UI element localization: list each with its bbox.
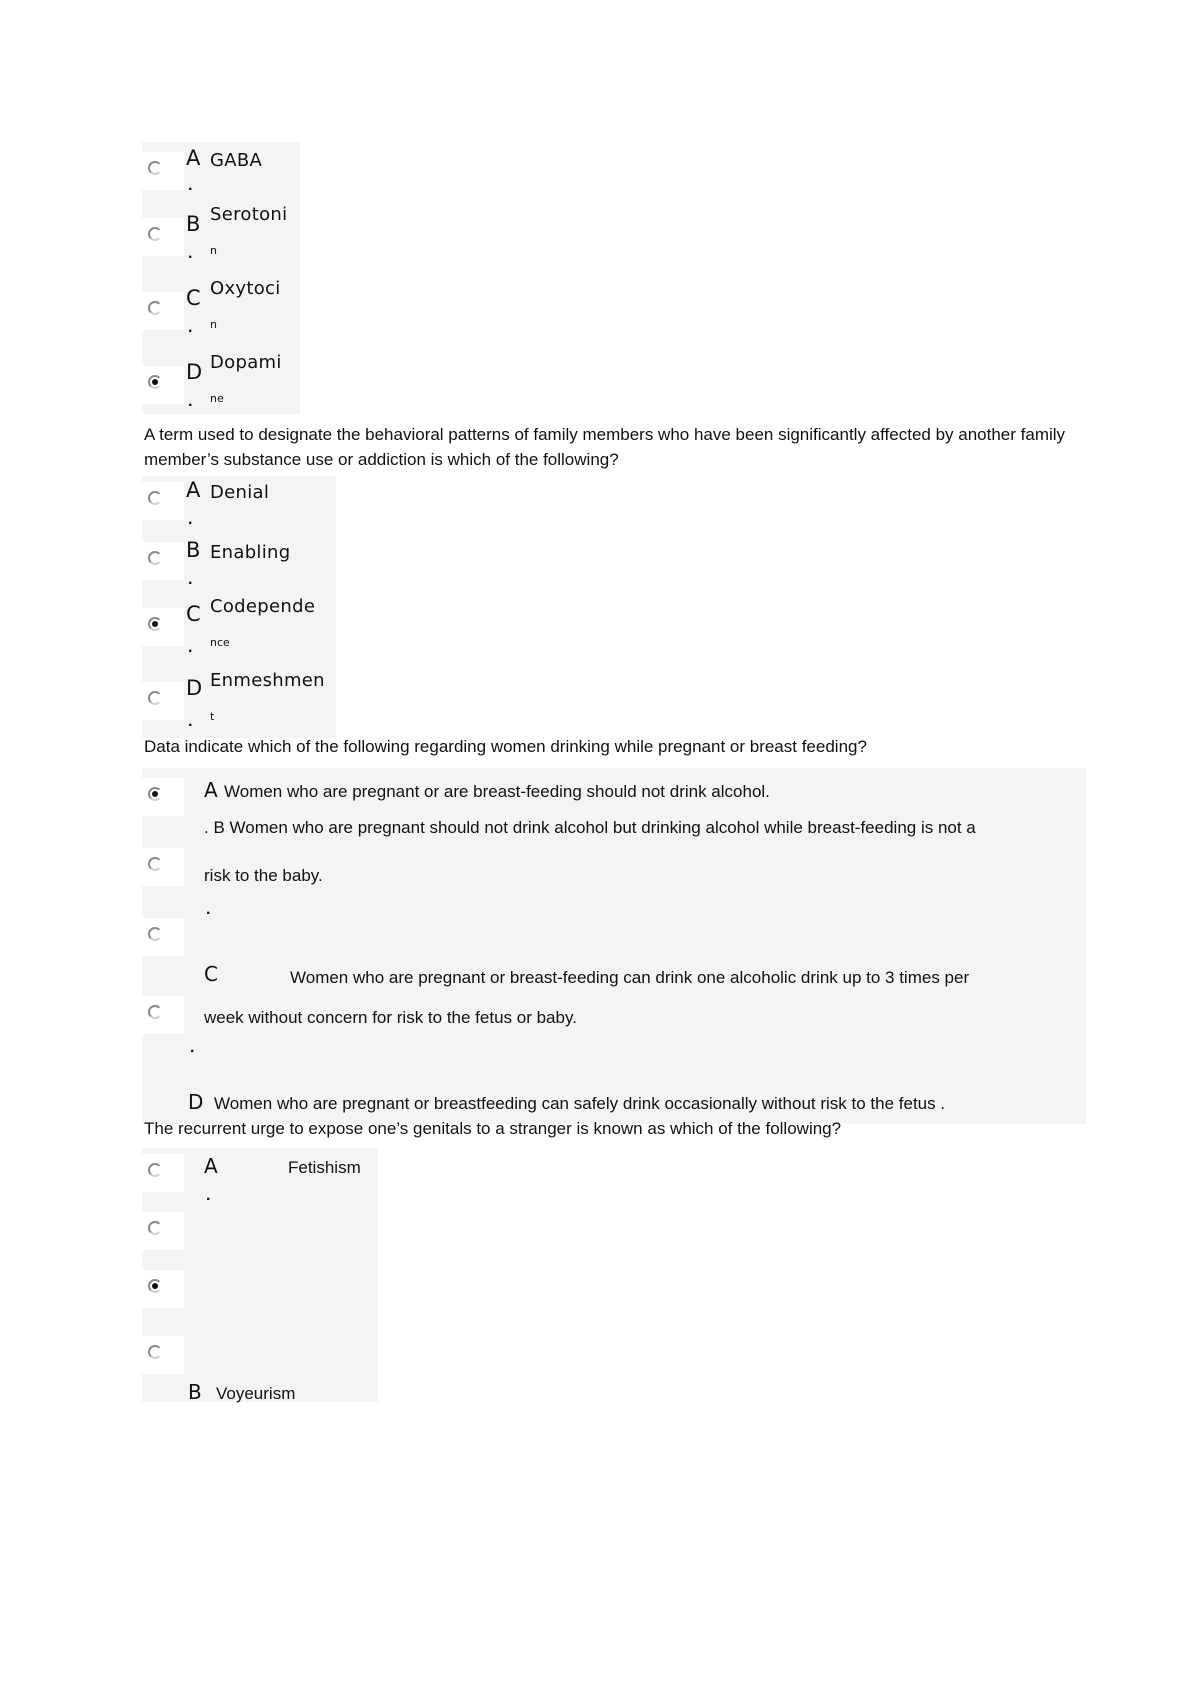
q1-option-b-dot: . bbox=[188, 245, 193, 262]
q3-option-b-dot: . bbox=[206, 901, 211, 918]
q4-option-a-letter: A bbox=[204, 1154, 218, 1178]
q3-option-d-letter: D bbox=[188, 1090, 204, 1114]
q2-option-b-radio[interactable] bbox=[148, 551, 162, 565]
q2-option-c-radio[interactable] bbox=[148, 617, 162, 631]
q2-option-a-letter: A bbox=[186, 478, 201, 502]
q4-option-b-text: Voyeurism bbox=[216, 1384, 296, 1403]
q3-option-b-radio[interactable] bbox=[148, 857, 162, 871]
q1-option-c-text: Oxytoci bbox=[210, 278, 281, 299]
q3-option-c-line2: week without concern for risk to the fetus or baby. bbox=[204, 1008, 577, 1027]
q2-option-c-dot: . bbox=[188, 639, 193, 656]
q2-option-d-letter: D bbox=[186, 676, 203, 700]
q2-option-d-cell bbox=[142, 682, 184, 720]
q4-option-c-radio[interactable] bbox=[148, 1279, 162, 1293]
q2-option-b-cell bbox=[142, 542, 184, 580]
q1-option-c-cell bbox=[142, 292, 184, 330]
q3-option-b-line1: . B Women who are pregnant should not drink alcohol but drinking alcohol while breast-feeding is not a bbox=[204, 818, 976, 837]
q3-option-c-letter: C bbox=[204, 962, 218, 986]
q2-option-a-text: Denial bbox=[210, 482, 270, 503]
q3-option-c-radio[interactable] bbox=[148, 927, 162, 941]
q3-option-a-radio[interactable] bbox=[148, 787, 162, 801]
q2-option-c-fragment: nce bbox=[210, 636, 230, 649]
q4-option-b-letter: B bbox=[188, 1380, 202, 1404]
q4-radio-1-cell bbox=[142, 1154, 184, 1192]
q4-option-b-radio[interactable] bbox=[148, 1221, 162, 1235]
q4-option-d-radio[interactable] bbox=[148, 1345, 162, 1359]
q1-option-b-fragment: n bbox=[210, 244, 217, 257]
q1-option-a-cell bbox=[142, 152, 184, 190]
q1-option-d-dot: . bbox=[188, 393, 193, 410]
q1-option-b-radio[interactable] bbox=[148, 227, 162, 241]
q3-radio-3-cell bbox=[142, 918, 184, 956]
q2-option-c-letter: C bbox=[186, 602, 201, 626]
q4-radio-4-cell bbox=[142, 1336, 184, 1374]
q3-option-b-line2: risk to the baby. bbox=[204, 866, 323, 885]
q2-option-a-dot: . bbox=[188, 511, 193, 528]
q1-option-c-letter: C bbox=[186, 286, 201, 310]
q3-radio-4-cell bbox=[142, 996, 184, 1034]
q2-option-b-dot: . bbox=[188, 571, 193, 588]
q2-option-d-text: Enmeshmen bbox=[210, 670, 325, 691]
q3-option-a-text: Women who are pregnant or are breast-feeding should not drink alcohol. bbox=[224, 782, 770, 801]
q1-option-a-dot: . bbox=[188, 177, 193, 194]
q3-option-d-text: Women who are pregnant or breastfeeding can safely drink occasionally without risk to the fetus . bbox=[214, 1094, 946, 1113]
q1-option-a-radio[interactable] bbox=[148, 161, 162, 175]
q3-radio-1-cell bbox=[142, 778, 184, 816]
q4-radio-3-cell bbox=[142, 1270, 184, 1308]
q2-option-d-fragment: t bbox=[210, 710, 215, 723]
q3-option-c-dot: . bbox=[190, 1039, 195, 1056]
q1-option-d-radio[interactable] bbox=[148, 375, 162, 389]
q2-option-b-text: Enabling bbox=[210, 542, 291, 563]
q4-option-a-dot: . bbox=[206, 1187, 211, 1204]
q1-option-c-radio[interactable] bbox=[148, 301, 162, 315]
q1-option-a-text: GABA bbox=[210, 150, 263, 171]
q4-option-a-text: Fetishism bbox=[288, 1158, 361, 1177]
q2-option-a-cell bbox=[142, 482, 184, 520]
q3-option-a-letter: A bbox=[204, 778, 218, 802]
q2-option-d-radio[interactable] bbox=[148, 691, 162, 705]
question2-text: A term used to designate the behavioral patterns of family members who have been significantly affected by another family member’s substance use or addiction is which of the following? bbox=[144, 425, 1066, 469]
q1-option-d-text: Dopami bbox=[210, 352, 282, 373]
q1-option-b-cell bbox=[142, 218, 184, 256]
q4-option-a-radio[interactable] bbox=[148, 1163, 162, 1177]
question4-text: The recurrent urge to expose one’s genitals to a stranger is known as which of the following? bbox=[144, 1119, 842, 1138]
q3-radio-2-cell bbox=[142, 848, 184, 886]
q1-option-c-fragment: n bbox=[210, 318, 217, 331]
q4-radio-2-cell bbox=[142, 1212, 184, 1250]
q3-option-d-radio[interactable] bbox=[148, 1005, 162, 1019]
q1-option-a-letter: A bbox=[186, 146, 201, 170]
q2-option-a-radio[interactable] bbox=[148, 491, 162, 505]
q1-option-c-dot: . bbox=[188, 319, 193, 336]
q1-option-b-letter: B bbox=[186, 212, 201, 236]
q2-option-b-letter: B bbox=[186, 538, 201, 562]
q1-option-b-text: Serotoni bbox=[210, 204, 288, 225]
q1-option-d-fragment: ne bbox=[210, 392, 224, 405]
q2-option-d-dot: . bbox=[188, 713, 193, 730]
question3-text: Data indicate which of the following regarding women drinking while pregnant or breast feeding? bbox=[144, 737, 867, 756]
q3-option-c-line1: Women who are pregnant or breast-feeding can drink one alcoholic drink up to 3 times per bbox=[290, 968, 970, 987]
q2-option-c-text: Codepende bbox=[210, 596, 316, 617]
q1-option-d-letter: D bbox=[186, 360, 203, 384]
q2-option-c-cell bbox=[142, 608, 184, 646]
q1-option-d-cell bbox=[142, 366, 184, 404]
